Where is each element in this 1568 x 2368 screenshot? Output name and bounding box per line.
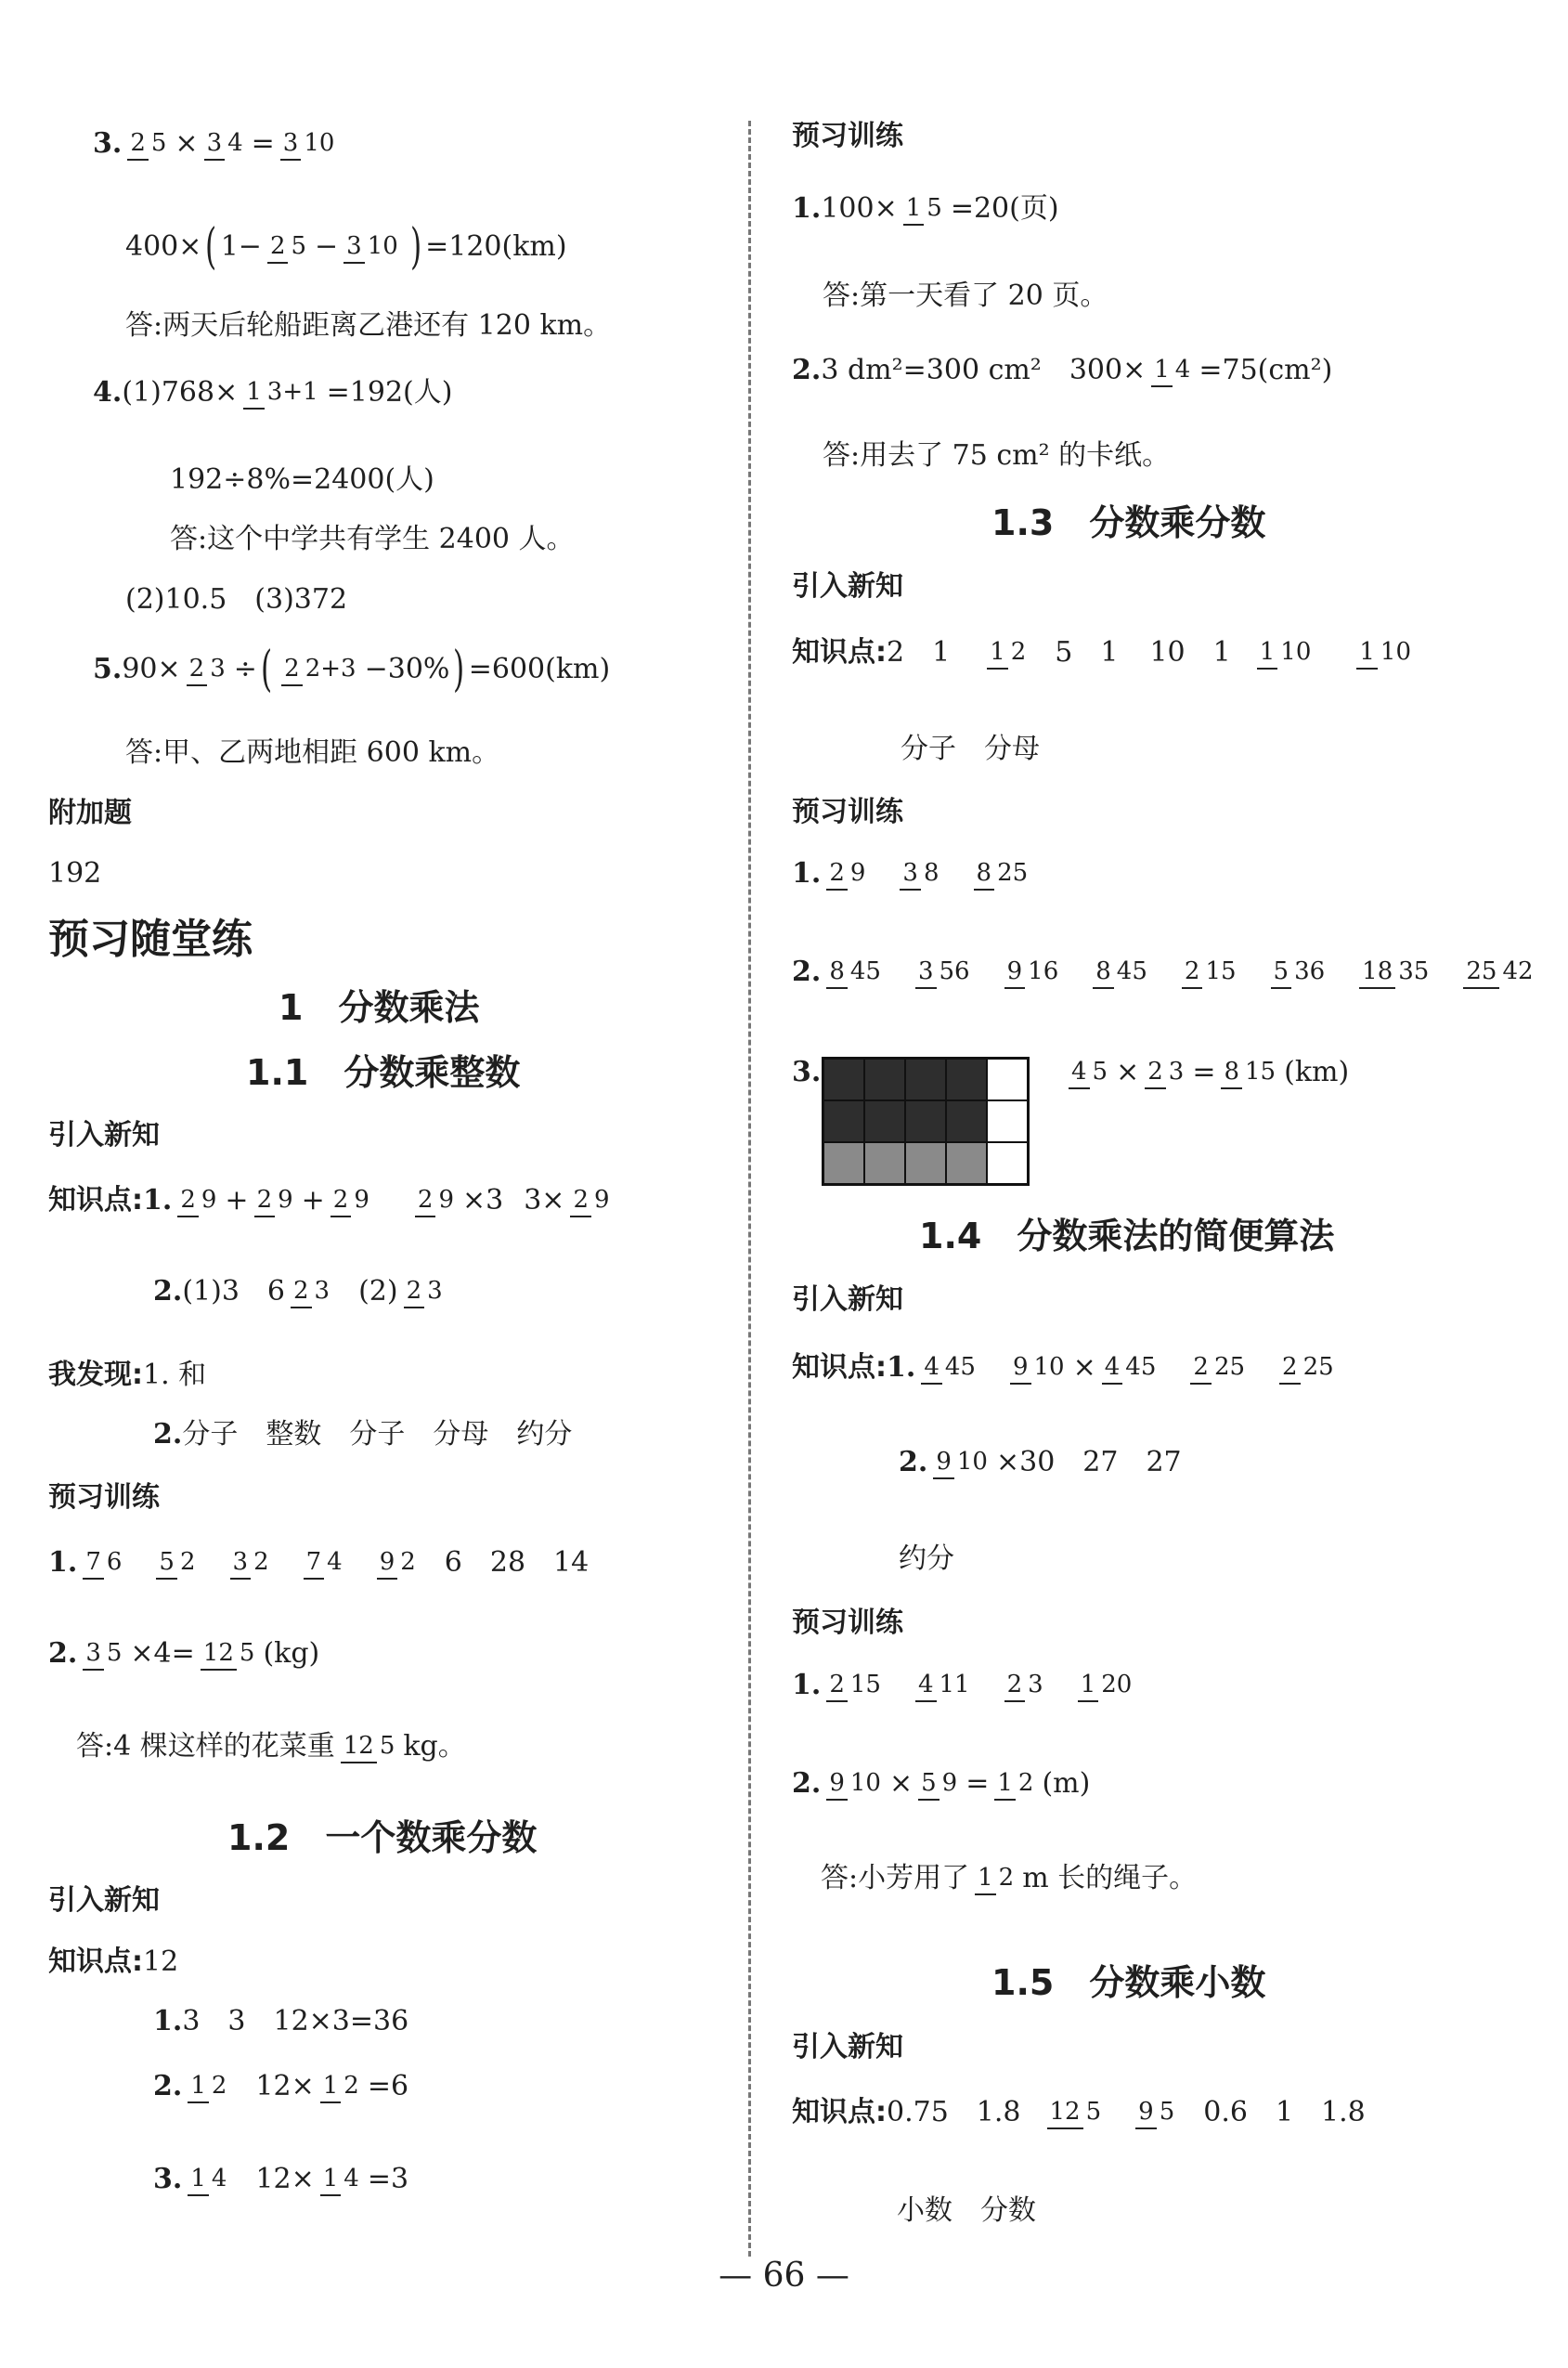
operator: ×: [175, 127, 199, 160]
zsd-label: 知识点:: [48, 1945, 143, 1978]
fraction: 2 9: [570, 1188, 612, 1213]
item-number: 1.: [792, 1669, 822, 1701]
fraction: 1 4: [1151, 358, 1193, 383]
expression-text: 0.75 1.8: [887, 2096, 1021, 2128]
zsd-value: 12: [143, 1945, 179, 1978]
item-number: 3.: [153, 2163, 183, 2195]
zsd-1-3-b: 分子 分母: [901, 733, 1040, 765]
operator: ×: [1116, 1056, 1140, 1088]
item-number: 4.: [93, 376, 123, 409]
expression-text: =3: [367, 2163, 409, 2195]
expression-text: 6 28 14: [444, 1546, 590, 1579]
fraction: 2 9: [177, 1188, 219, 1213]
fraction: 1 3+1: [243, 380, 320, 405]
fraction: 3 4: [204, 131, 246, 156]
fraction: 3 10: [280, 131, 338, 156]
item-number: 2.: [792, 354, 822, 386]
expression-text: 2 1: [887, 636, 951, 669]
item-number: 1.: [887, 1351, 916, 1384]
expression-text: (1)3 6: [182, 1275, 285, 1308]
fraction: 8 25: [974, 861, 1031, 886]
expression-text: (m): [1042, 1767, 1091, 1800]
fraction: 8 45: [826, 959, 884, 984]
fraction: 1 10: [1356, 640, 1414, 665]
fraction: 2 9: [826, 861, 868, 886]
yinru-heading-2: 引入新知: [48, 1884, 160, 1917]
fraction: 2 3: [291, 1279, 332, 1304]
expression-text: 12×: [255, 2070, 315, 2102]
zsd-label: 知识点:: [48, 1184, 143, 1217]
fraction: 12 5: [201, 1641, 258, 1666]
operator: +: [225, 1184, 249, 1217]
grid-cell-grey: [905, 1142, 946, 1184]
expression-text: 12×: [255, 2163, 315, 2195]
operator: =: [1192, 1056, 1216, 1088]
expression-text: =6: [367, 2070, 409, 2102]
left-q3-line2: [125, 219, 567, 275]
l12-item3: [153, 2163, 409, 2195]
p14-2: [792, 1767, 1091, 1800]
operator: −: [315, 230, 339, 263]
expression-text: (kg): [263, 1637, 320, 1670]
left-q5: [93, 642, 611, 697]
grid-cell-white: [987, 1100, 1028, 1142]
expression-text: −30%: [364, 653, 450, 685]
fraction: 1 2: [320, 2074, 362, 2099]
left-q4-answer: 答:这个中学共有学生 2400 人。: [170, 523, 575, 555]
right-r1-answer: 答:第一天看了 20 页。: [823, 280, 1108, 312]
item-number: 1.: [143, 1184, 173, 1217]
l12-item1: [153, 2005, 409, 2037]
subsection-1-5-title: 1.5 分数乘小数: [991, 1962, 1266, 2003]
fraction: 12 5: [1047, 2100, 1105, 2125]
fraction: 5 2: [156, 1550, 198, 1575]
zsd-1-5-b: 小数 分数: [897, 2194, 1036, 2227]
fraction: 1 2: [994, 1771, 1036, 1796]
fraction: 2 3: [1145, 1060, 1186, 1085]
expression-text: =75(cm²): [1199, 354, 1333, 386]
fraction: 2 9: [254, 1188, 296, 1213]
subsection-1-3-title: 1.3 分数乘分数: [991, 502, 1266, 543]
yxxl-heading: 预习训练: [48, 1481, 160, 1514]
fraction: 5 9: [918, 1771, 960, 1796]
fraction: 1 5: [903, 196, 945, 221]
p13-3-number: 3.: [792, 1056, 822, 1088]
px-2: [48, 1637, 320, 1670]
yinru-heading: 引入新知: [48, 1119, 160, 1151]
fraction: 25 42: [1463, 959, 1536, 984]
fraction: 3 8: [900, 861, 941, 886]
fraction: 3 5: [83, 1641, 124, 1666]
section-big-title: 预习随堂练: [48, 916, 253, 963]
grid-cell-grey: [823, 1142, 864, 1184]
fraction: 1 2: [975, 1866, 1017, 1891]
zsd-1-3: [792, 636, 1419, 669]
right-yinru-heading: 引入新知: [792, 570, 903, 603]
fraction: 2 25: [1190, 1355, 1248, 1380]
grid-cell-white: [987, 1142, 1028, 1184]
right-r2: [792, 354, 1333, 386]
subsection-1-2-title: 1.2 一个数乘分数: [227, 1817, 538, 1858]
fraction: 1 10: [1257, 640, 1315, 665]
grid-cell-dark: [823, 1059, 864, 1100]
grid-cell-dark: [946, 1059, 987, 1100]
p13-3-expression: [1063, 1056, 1350, 1088]
px-1: [48, 1546, 590, 1579]
grid-cell-dark: [823, 1100, 864, 1142]
answer-text: kg。: [403, 1730, 466, 1763]
left-q5-answer: 答:甲、乙两地相距 600 km。: [125, 736, 500, 769]
fraction: 2 15: [1182, 959, 1239, 984]
item-number: 1.: [48, 1546, 78, 1579]
right-yinru-heading-3: 引入新知: [792, 2031, 903, 2063]
left-q3: [93, 127, 343, 160]
wfx-label: 我发现:: [48, 1359, 143, 1391]
fraction: 18 35: [1359, 959, 1432, 984]
fraction: 12 5: [341, 1734, 398, 1759]
zsd-1-2: [48, 1945, 179, 1978]
column-divider: [748, 121, 751, 2257]
item-number: 5.: [93, 653, 123, 685]
grid-cell-dark: [905, 1059, 946, 1100]
expression-text: =20(页): [950, 192, 1059, 225]
grid-cell-dark: [905, 1100, 946, 1142]
expression-text: 400×: [125, 230, 202, 263]
expression-text: 90×: [122, 653, 181, 685]
subsection-1-4-title: 1.4 分数乘法的简便算法: [919, 1216, 1335, 1256]
expression-text: 1−: [220, 230, 262, 263]
fraction: 3 2: [230, 1550, 272, 1575]
operator: +: [301, 1184, 325, 1217]
fraction: 2 9: [415, 1188, 457, 1213]
l12-item2: [153, 2070, 409, 2102]
wfx-2: [153, 1418, 573, 1451]
yuefen-text: 约分: [899, 1542, 954, 1575]
item-number: 2.: [899, 1446, 928, 1478]
expression-text: =600(km): [468, 653, 611, 685]
fraction: 9 5: [1135, 2100, 1177, 2125]
expression-text: =120(km): [425, 230, 567, 263]
expression-text: ×30 27 27: [995, 1446, 1182, 1478]
item-number: 3.: [93, 127, 123, 160]
expression-text: =192(人): [326, 376, 453, 409]
right-yxxl-heading-3: 预习训练: [792, 1607, 903, 1639]
fraction: 1 4: [188, 2166, 229, 2192]
left-q3-answer: 答:两天后轮船距离乙港还有 120 km。: [125, 309, 612, 342]
item-number: 2.: [153, 1275, 183, 1308]
fraction: 1 2: [987, 640, 1029, 665]
wfx-text: 1. 和: [143, 1359, 207, 1391]
item-number: 1.: [792, 192, 822, 225]
left-q4-rest: (2)10.5 (3)372: [125, 583, 348, 616]
fraction: 2 5: [267, 234, 309, 259]
answer-text: 答:4 棵这样的花菜重: [76, 1730, 335, 1763]
wfx-1: [48, 1361, 206, 1389]
expression-text: ×3: [461, 1184, 504, 1217]
operator: =: [965, 1767, 990, 1800]
p14-1: [792, 1669, 1140, 1701]
right-yinru-heading-2: 引入新知: [792, 1283, 903, 1316]
grid-cell-dark: [864, 1059, 905, 1100]
expression-text: 0.6 1 1.8: [1203, 2096, 1366, 2128]
zsd-1-1: [48, 1184, 618, 1217]
grid-cell-dark: [864, 1100, 905, 1142]
item-number: 2.: [153, 2070, 183, 2102]
grid-cell-white: [987, 1059, 1028, 1100]
right-r1: [792, 192, 1059, 225]
subsection-1-1-title: 1.1 分数乘整数: [246, 1052, 521, 1093]
operator: =: [251, 127, 275, 160]
fraction: 2 3: [1004, 1672, 1046, 1698]
left-q4-line2: 192÷8%=2400(人): [170, 463, 434, 496]
zsd-label: 知识点:: [792, 1351, 887, 1384]
fraction: 2 3: [187, 657, 228, 682]
expression-text: (km): [1284, 1056, 1350, 1088]
answer-text: m 长的绳子。: [1022, 1862, 1198, 1894]
fraction: 4 11: [915, 1672, 973, 1698]
fraction: 4 5: [1069, 1060, 1110, 1085]
fraction: 2 15: [826, 1672, 884, 1698]
item-number: 1.: [153, 2005, 183, 2037]
fraction: 8 15: [1221, 1060, 1278, 1085]
left-q4: [93, 376, 453, 409]
paren-left: (: [260, 642, 273, 697]
expression-text: 3 3 12×3=36: [182, 2005, 409, 2037]
fraction: 9 10: [1010, 1355, 1068, 1380]
shaded-grid-diagram: [822, 1057, 1030, 1186]
p13-2: [792, 958, 1542, 986]
fujia-heading: 附加题: [48, 797, 132, 829]
wfx-text: 分子 整数 分子 分母 约分: [182, 1418, 573, 1451]
fraction: 2 9: [330, 1188, 372, 1213]
expression-text: (1)768×: [122, 376, 239, 409]
zsd-1-4: [792, 1351, 1342, 1384]
operator: ×: [1072, 1351, 1096, 1384]
operator: ÷: [233, 653, 257, 685]
expression-text: (2): [358, 1275, 398, 1308]
fraction: 1 2: [188, 2074, 229, 2099]
item-number: 1.: [792, 857, 822, 890]
fraction: 9 10: [933, 1450, 991, 1475]
fraction: 7 4: [304, 1550, 345, 1575]
zsd-1-5: [792, 2096, 1366, 2128]
fraction: 7 6: [83, 1550, 124, 1575]
expression-text: ×4=: [130, 1637, 195, 1670]
right-r2-answer: 答:用去了 75 cm² 的卡纸。: [823, 439, 1171, 472]
grid-cell-grey: [946, 1142, 987, 1184]
grid-cell-dark: [946, 1100, 987, 1142]
px-2-answer: [76, 1730, 466, 1763]
fraction: 3 56: [915, 959, 973, 984]
zsd-label: 知识点:: [792, 2096, 887, 2128]
paren-right: ): [453, 642, 465, 697]
fraction: 2 2+3: [281, 657, 358, 682]
operator: ×: [888, 1767, 914, 1800]
fraction: 8 45: [1093, 959, 1150, 984]
fraction: 4 45: [921, 1355, 978, 1380]
expression-text: 100×: [821, 192, 898, 225]
p13-1: [792, 857, 1036, 890]
page-number: — 66 —: [719, 2257, 849, 2295]
p14-2-answer: [821, 1862, 1198, 1894]
fraction: 3 10: [343, 234, 401, 259]
item-number: 2.: [153, 1418, 183, 1451]
expression-text: 5 1: [1055, 636, 1119, 669]
fraction: 4 45: [1102, 1355, 1160, 1380]
item-number: 2.: [792, 956, 822, 988]
expression-text: 10 1: [1149, 636, 1231, 669]
fraction: 2 5: [127, 131, 169, 156]
right-yxxl-heading: 预习训练: [792, 120, 903, 152]
right-yxxl-heading-2: 预习训练: [792, 796, 903, 828]
fraction: 9 2: [377, 1550, 419, 1575]
paren-right: ): [409, 219, 422, 275]
item-number: 2.: [792, 1767, 822, 1800]
zsd-1-4-b: [899, 1446, 1182, 1478]
answer-text: 答:小芳用了: [821, 1862, 970, 1894]
fraction: 2 3: [404, 1279, 446, 1304]
fujia-value: 192: [48, 857, 102, 890]
paren-left: (: [205, 219, 217, 275]
zsd-1-1-item2: [153, 1275, 451, 1308]
chapter-title: 1 分数乘法: [279, 987, 480, 1028]
fraction: 5 36: [1271, 959, 1328, 984]
fraction: 1 4: [320, 2166, 362, 2192]
fraction: 2 25: [1279, 1355, 1337, 1380]
fraction: 9 10: [826, 1771, 884, 1796]
expression-text: 3×: [524, 1184, 565, 1217]
grid-cell-grey: [864, 1142, 905, 1184]
fraction: 9 16: [1004, 959, 1062, 984]
item-number: 2.: [48, 1637, 78, 1670]
fraction: 1 20: [1078, 1672, 1135, 1698]
expression-text: 3 dm²=300 cm² 300×: [821, 354, 1147, 386]
zsd-label: 知识点:: [792, 636, 887, 669]
